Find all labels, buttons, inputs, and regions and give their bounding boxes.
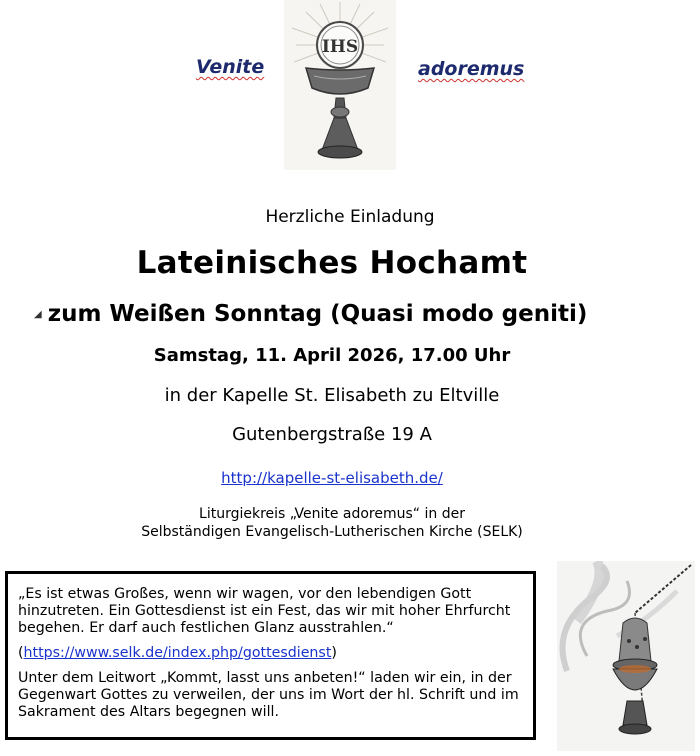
adoremus-label: adoremus [418,58,525,80]
closing-text: Unter dem Leitwort „Kommt, lasst uns anbeten!“ laden wir ein, in der Gegenwart Gottes zu verweilen, der uns im Wort der hl. Schrift und im Sakrament des Altars begegnen will. [18,670,519,720]
quote-text: „Es ist etwas Großes, wenn wir wagen, vor den lebendigen Gott hinzutreten. Ein Gottesdienst ist ein Fest, das wir mit hoher Ehrfurcht begehen. Er darf auch festlichen Glanz ausstrahlen.“ [18,586,511,636]
organizer-line-2: Selbständigen Evangelisch-Lutherischen Kirche (SELK) [141,524,523,540]
event-date: Samstag, 11. April 2026, 17.00 Uhr [153,345,511,366]
organizer-line-1: Liturgiekreis „Venite adoremus“ in der [199,506,465,522]
subtitle-text: zum Weißen Sonntag (Quasi modo geniti) [47,301,588,327]
source-paren-close: ) [331,645,337,661]
censer-image [557,561,695,751]
invitation-intro: Herzliche Einladung [265,207,435,227]
page-title: Lateinisches Hochamt [136,245,528,281]
quote-source [18,645,525,662]
venite-label: Venite [196,56,265,78]
chalice-host-image [284,0,396,170]
event-location: in der Kapelle St. Elisabeth zu Eltville [164,385,500,406]
website-link[interactable]: http://kapelle-st-elisabeth.de/ [221,469,443,487]
small-triangle-icon: ◢ [34,309,42,320]
source-paren-open: ( [18,645,24,661]
event-address: Gutenbergstraße 19 A [232,424,432,445]
host-inscription: IHS [321,37,359,57]
quote-box [5,571,536,740]
subtitle-line [34,301,587,327]
source-link[interactable]: https://www.selk.de/index.php/gottesdienst [23,645,332,661]
